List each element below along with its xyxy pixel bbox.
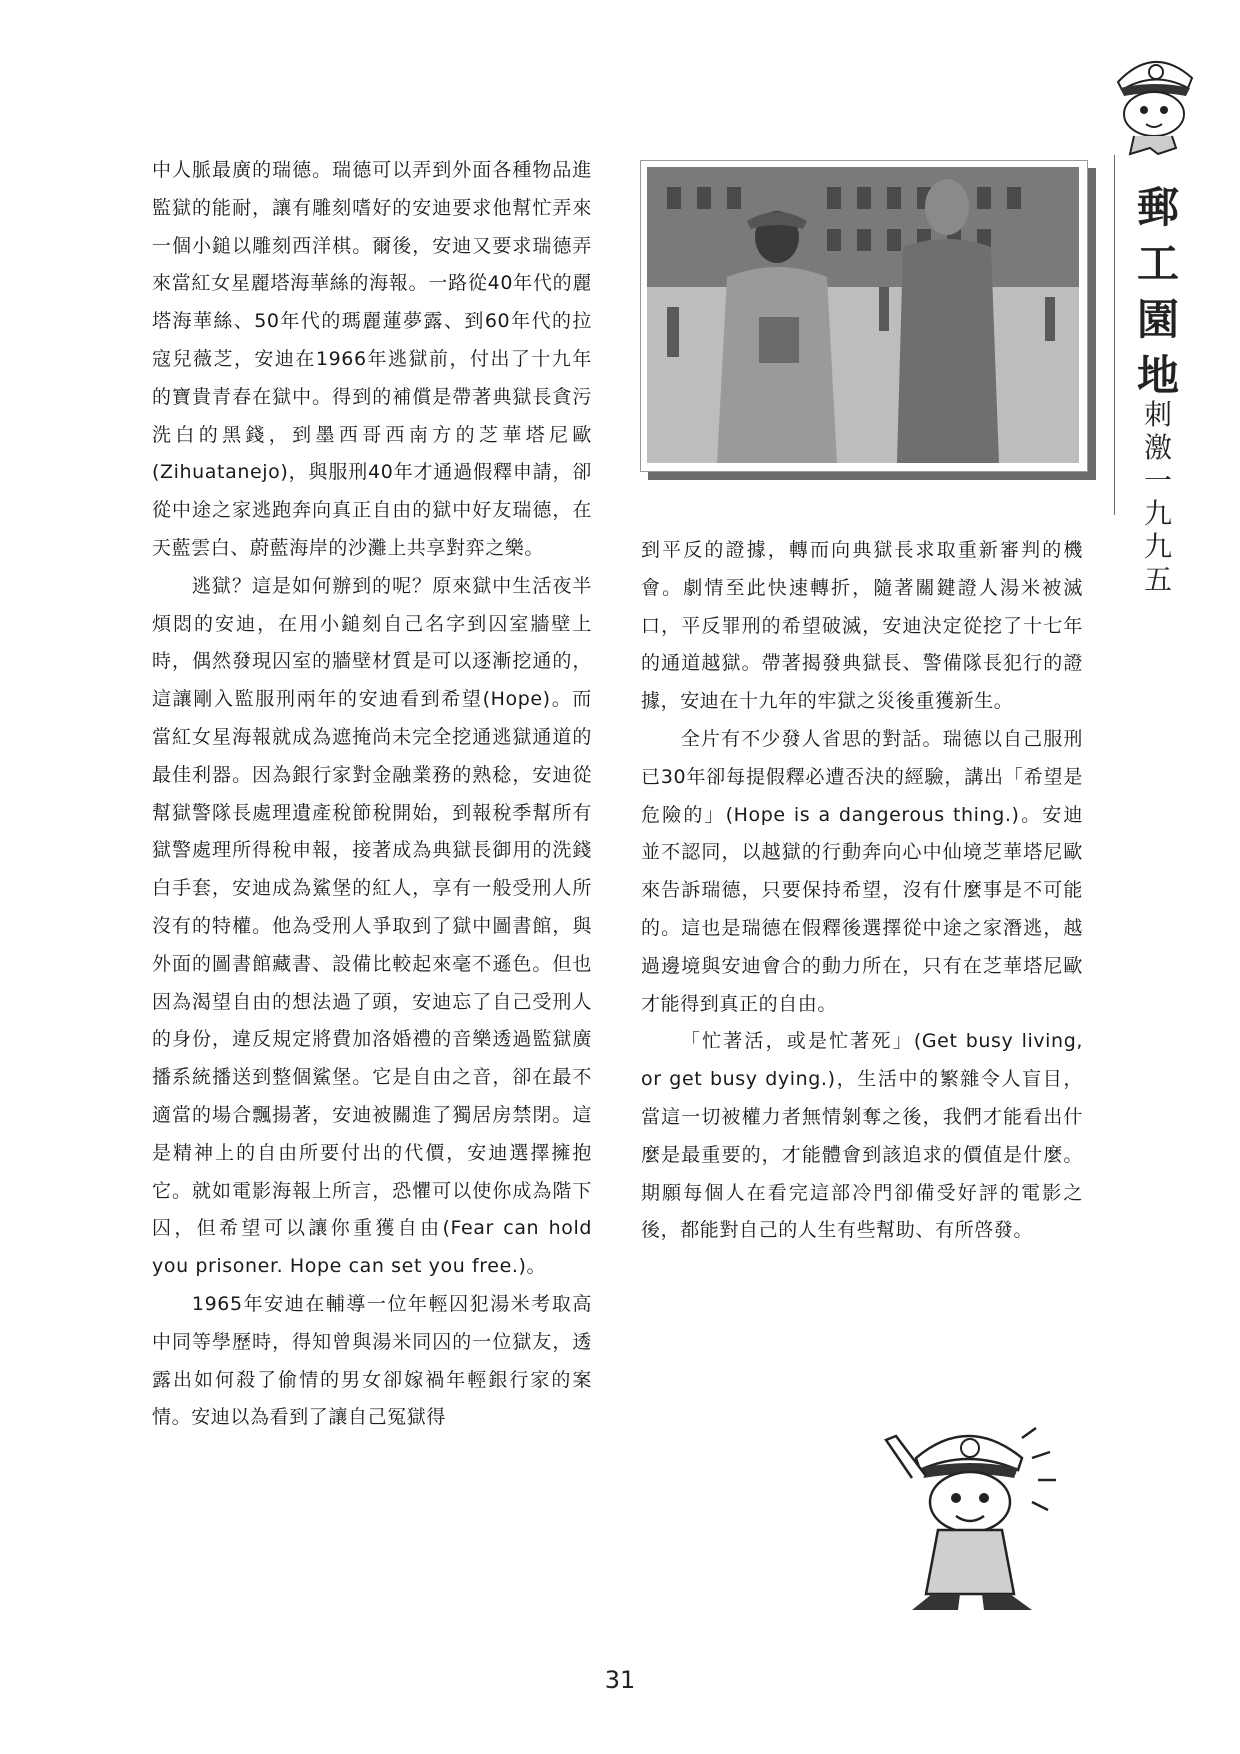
section-title: 郵工園地	[1136, 183, 1179, 400]
article-subtitle: 刺激一九九五	[1143, 398, 1172, 596]
paragraph: 全片有不少發人省思的對話。瑞德以自己服刑已30年卻每提假釋必遭否決的經驗，講出「希望是危險的」(Hope is a dangerous thing.)。安迪並不認同，以越獄的行動奔向心中仙境芝華塔尼歐來告訴瑞德，只要保持希望，沒有什麼事是不可能的。這也是瑞德在假釋後選擇從中途之家潛逃，越過邊境與安迪會合的動力所在，只有在芝華塔尼歐才能得到真正的自由。	[641, 727, 1083, 1015]
article-left-column	[152, 152, 592, 1437]
paragraph: 逃獄？這是如何辦到的呢？原來獄中生活夜半煩悶的安迪，在用小鎚刻自己名字到囚室牆壁上時，偶然發現囚室的牆壁材質是可以逐漸挖通的，這讓剛入監服刑兩年的安迪看到希望(Hope)。而當紅女星海報就成為遮掩尚未完全挖通逃獄通道的最佳利器。因為銀行家對金融業務的熟稔，安迪從幫獄警隊長處理遺產稅節稅開始，到報稅季幫所有獄警處理所得稅申報，接著成為典獄長御用的洗錢白手套，安迪成為鯊堡的紅人，享有一般受刑人所沒有的特權。他為受刑人爭取到了獄中圖書館，與外面的圖書館藏書、設備比較起來毫不遜色。但也因為渴望自由的想法過了頭，安迪忘了自己受刑人的身份，違反規定將費加洛婚禮的音樂透過監獄廣播系統播送到整個鯊堡。它是自由之音，卻在最不適當的場合飄揚著，安迪被關進了獨居房禁閉。這是精神上的自由所要付出的代價，安迪選擇擁抱它。就如電影海報上所言，恐懼可以使你成為階下囚，但希望可以讓你重獲自由(Fear can hold you prisoner. Hope can set you free.)。	[152, 574, 592, 1278]
page-number: 31	[604, 1666, 636, 1694]
paragraph: 1965年安迪在輔導一位年輕囚犯湯米考取高中同等學歷時，得知曾與湯米同囚的一位獄友，透露出如何殺了偷情的男女卻嫁禍年輕銀行家的案情。安迪以為看到了讓自己冤獄得	[152, 1292, 592, 1429]
mascot-pointing-icon	[872, 1418, 1072, 1618]
paragraph: 「忙著活，或是忙著死」(Get busy living, or get busy dying.)，生活中的繁雜令人盲目，當這一切被權力者無情剝奪之後，我們才能看出什麼是最重要的，才能體會到該追求的價值是什麼。期願每個人在看完這部冷門卻備受好評的電影之後，都能對自己的人生有些幫助、有所啓發。	[641, 1030, 1083, 1242]
paragraph: 中人脈最廣的瑞德。瑞德可以弄到外面各種物品進監獄的能耐，讓有雕刻嗜好的安迪要求他幫忙弄來一個小鎚以雕刻西洋棋。爾後，安迪又要求瑞德弄來當紅女星麗塔海華絲的海報。一路從40年代的麗塔海華絲、50年代的瑪麗蓮夢露、到60年代的拉寇兒薇芝，安迪在1966年逃獄前，付出了十九年的寶貴青春在獄中。得到的補償是帶著典獄長貪污洗白的黑錢，到墨西哥西南方的芝華塔尼歐(Zihuatanejo)，與服刑40年才通過假釋申請，卻從中途之家逃跑奔向真正自由的獄中好友瑞德，在天藍雲白、蔚藍海岸的沙灘上共享對弈之樂。	[152, 159, 592, 559]
movie-still-photo	[640, 160, 1088, 472]
paragraph: 到平反的證據，轉而向典獄長求取重新審判的機會。劇情至此快速轉折，隨著關鍵證人湯米被滅口，平反罪刑的希望破滅，安迪決定從挖了十七年的通道越獄。帶著揭發典獄長、警備隊長犯行的證據，安迪在十九年的牢獄之災後重獲新生。	[641, 539, 1083, 713]
article-right-column	[641, 532, 1083, 1250]
mascot-head-icon	[1108, 44, 1200, 160]
sidebar-divider	[1114, 155, 1115, 515]
